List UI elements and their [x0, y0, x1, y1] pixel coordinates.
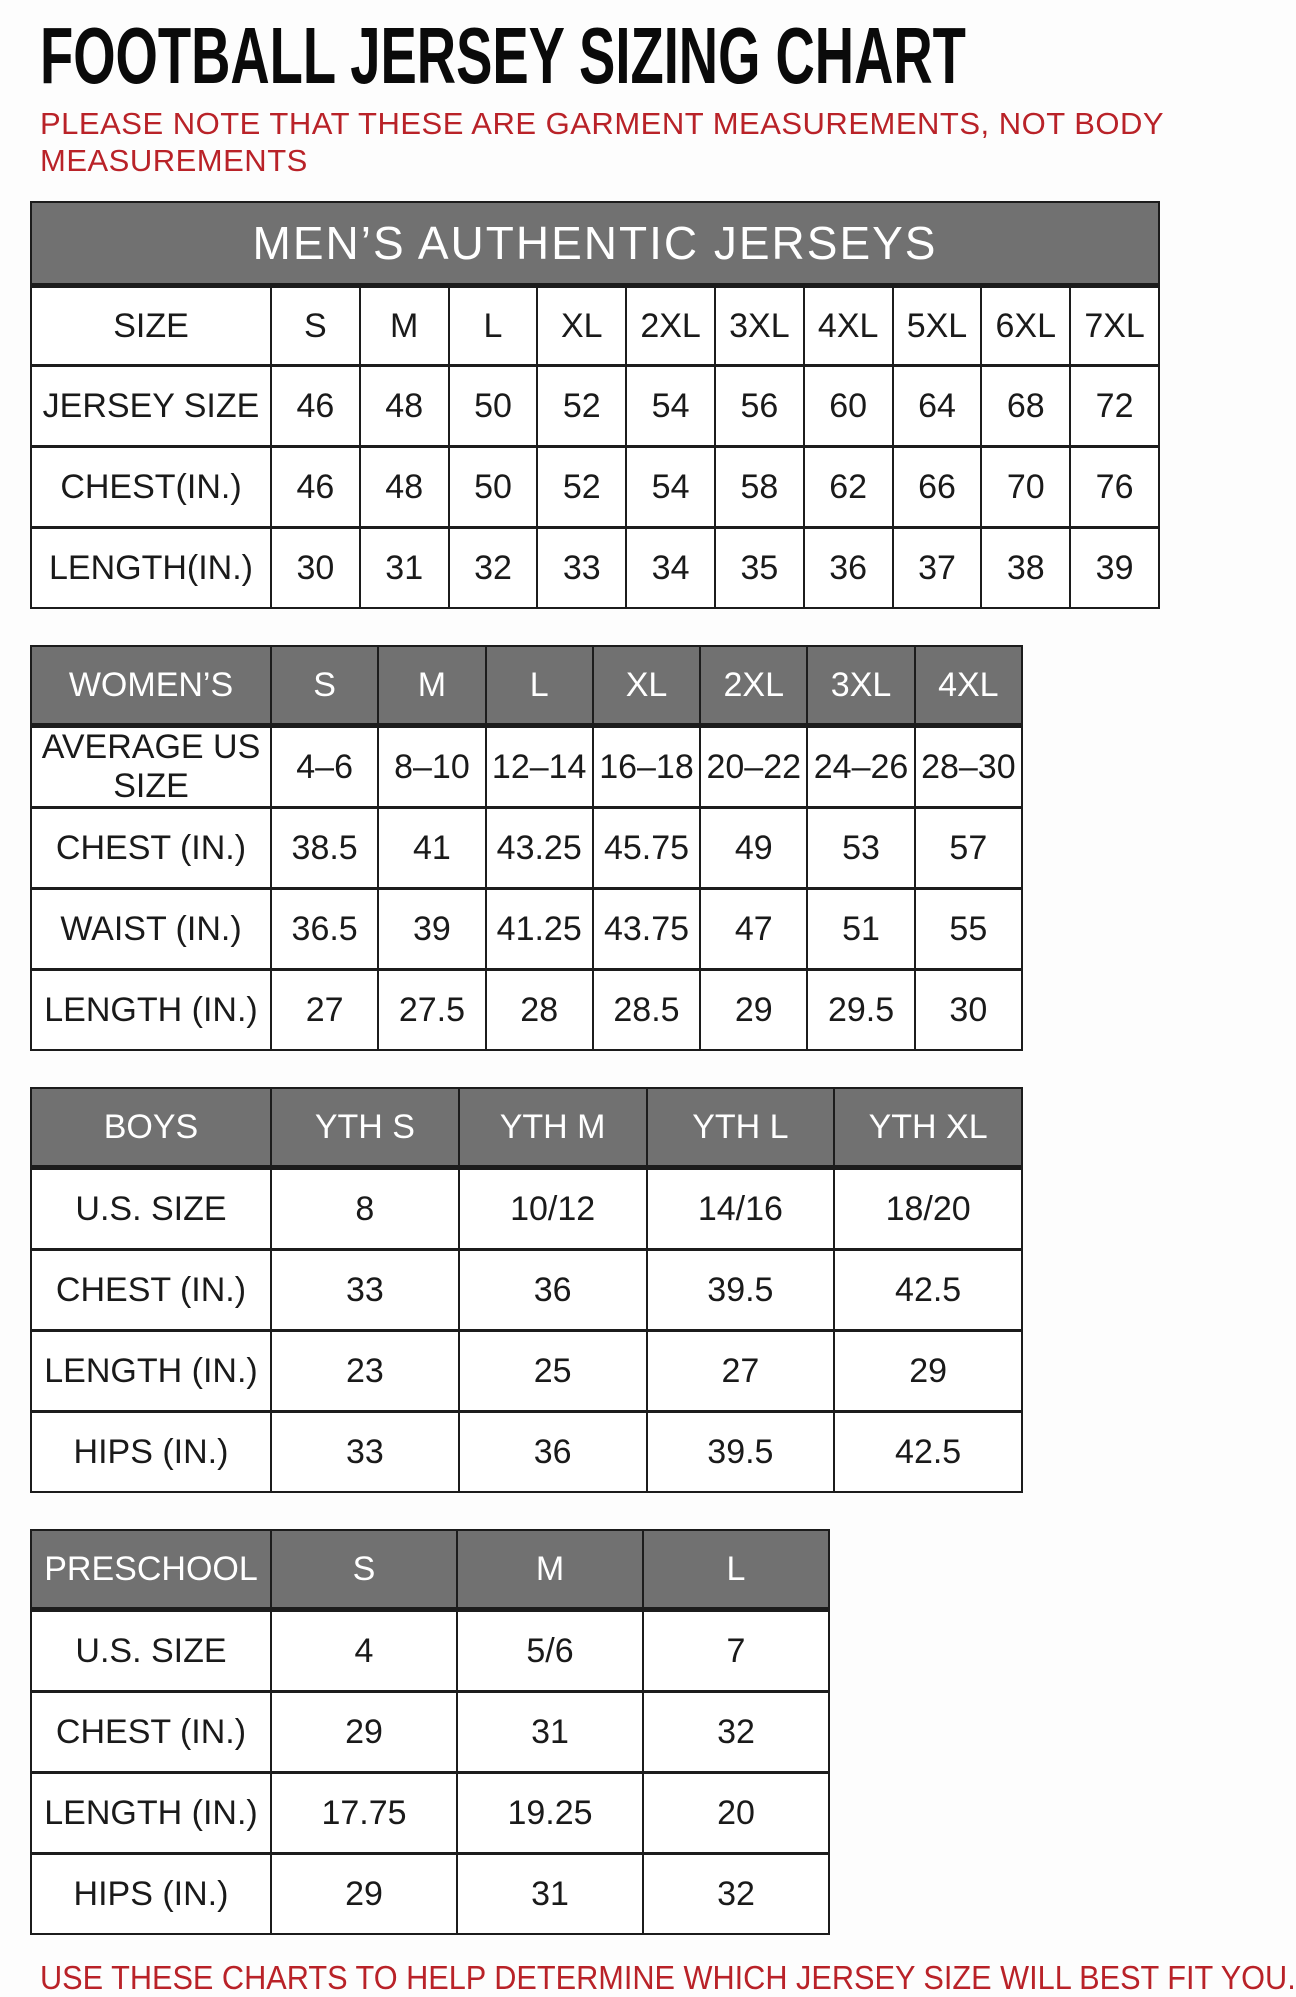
boys-size-value-cell: 33: [271, 1412, 459, 1493]
mens-header-size-cell: M: [360, 286, 449, 366]
mens-table-banner: MEN’S AUTHENTIC JERSEYS: [31, 202, 1159, 286]
womens-row-label-cell: LENGTH (IN.): [31, 970, 271, 1051]
mens-size-value-cell: 50: [449, 447, 538, 528]
page-title: FOOTBALL JERSEY SIZING CHART: [40, 11, 966, 100]
mens-size-value-cell: 36: [804, 528, 893, 609]
womens-header-size-cell: 2XL: [700, 646, 807, 726]
mens-size-table: [30, 201, 1160, 609]
mens-row-label-cell: CHEST(IN.): [31, 447, 271, 528]
boys-size-value-cell: 36: [459, 1412, 647, 1493]
mens-header-size-cell: 5XL: [893, 286, 982, 366]
mens-size-value-cell: 50: [449, 366, 538, 447]
mens-header-label: SIZE: [31, 286, 271, 366]
mens-size-value-cell: 35: [715, 528, 804, 609]
womens-size-table: [30, 645, 1023, 1051]
womens-header-size-cell: S: [271, 646, 378, 726]
womens-size-value-cell: 51: [807, 889, 914, 970]
womens-size-value-cell: 12–14: [486, 726, 593, 808]
womens-size-value-cell: 30: [915, 970, 1022, 1051]
mens-header-size-cell: 6XL: [981, 286, 1070, 366]
mens-size-value-cell: 52: [537, 447, 626, 528]
boys-header-size-cell: YTH S: [271, 1088, 459, 1168]
womens-size-value-cell: 45.75: [593, 808, 700, 889]
womens-size-value-cell: 28: [486, 970, 593, 1051]
preschool-size-value-cell: 20: [643, 1773, 829, 1854]
mens-size-value-cell: 68: [981, 366, 1070, 447]
preschool-header-label: PRESCHOOL: [31, 1530, 271, 1610]
womens-size-value-cell: 28.5: [593, 970, 700, 1051]
mens-size-value-cell: 66: [893, 447, 982, 528]
preschool-header-size-cell: S: [271, 1530, 457, 1610]
boys-size-value-cell: 8: [271, 1168, 459, 1250]
preschool-size-value-cell: 5/6: [457, 1610, 643, 1692]
womens-header-size-cell: M: [378, 646, 485, 726]
mens-size-value-cell: 33: [537, 528, 626, 609]
boys-size-value-cell: 36: [459, 1250, 647, 1331]
mens-size-value-cell: 54: [626, 366, 715, 447]
boys-header-size-cell: YTH XL: [834, 1088, 1022, 1168]
womens-size-value-cell: 41: [378, 808, 485, 889]
preschool-row-label-cell: U.S. SIZE: [31, 1610, 271, 1692]
womens-size-value-cell: 38.5: [271, 808, 378, 889]
mens-size-value-cell: 64: [893, 366, 982, 447]
mens-header-size-cell: S: [271, 286, 360, 366]
boys-size-value-cell: 14/16: [647, 1168, 835, 1250]
footer-note: USE THESE CHARTS TO HELP DETERMINE WHICH JERSEY SIZE WILL BEST FIT YOU.: [40, 1959, 1296, 1997]
preschool-size-value-cell: 32: [643, 1692, 829, 1773]
mens-header-size-cell: 7XL: [1070, 286, 1159, 366]
preschool-size-value-cell: 31: [457, 1692, 643, 1773]
womens-size-value-cell: 49: [700, 808, 807, 889]
womens-header-size-cell: 4XL: [915, 646, 1022, 726]
mens-size-value-cell: 38: [981, 528, 1070, 609]
womens-size-value-cell: 41.25: [486, 889, 593, 970]
preschool-size-value-cell: 29: [271, 1692, 457, 1773]
boys-row-label-cell: CHEST (IN.): [31, 1250, 271, 1331]
preschool-size-value-cell: 29: [271, 1854, 457, 1935]
mens-size-value-cell: 37: [893, 528, 982, 609]
boys-size-value-cell: 39.5: [647, 1412, 835, 1493]
mens-size-value-cell: 31: [360, 528, 449, 609]
preschool-row-label-cell: LENGTH (IN.): [31, 1773, 271, 1854]
womens-size-value-cell: 53: [807, 808, 914, 889]
womens-size-value-cell: 16–18: [593, 726, 700, 808]
boys-size-value-cell: 42.5: [834, 1250, 1022, 1331]
womens-size-value-cell: 36.5: [271, 889, 378, 970]
mens-header-size-cell: XL: [537, 286, 626, 366]
mens-header-size-cell: L: [449, 286, 538, 366]
womens-size-value-cell: 28–30: [915, 726, 1022, 808]
preschool-size-value-cell: 4: [271, 1610, 457, 1692]
womens-size-value-cell: 29: [700, 970, 807, 1051]
womens-size-value-cell: 43.25: [486, 808, 593, 889]
preschool-header-size-cell: M: [457, 1530, 643, 1610]
boys-header-size-cell: YTH L: [647, 1088, 835, 1168]
mens-size-value-cell: 62: [804, 447, 893, 528]
boys-row-label-cell: U.S. SIZE: [31, 1168, 271, 1250]
mens-size-value-cell: 46: [271, 447, 360, 528]
boys-size-value-cell: 25: [459, 1331, 647, 1412]
mens-size-value-cell: 48: [360, 366, 449, 447]
womens-size-value-cell: 20–22: [700, 726, 807, 808]
boys-header-label: BOYS: [31, 1088, 271, 1168]
mens-size-value-cell: 32: [449, 528, 538, 609]
womens-size-value-cell: 39: [378, 889, 485, 970]
mens-size-value-cell: 34: [626, 528, 715, 609]
mens-size-value-cell: 48: [360, 447, 449, 528]
mens-header-size-cell: 2XL: [626, 286, 715, 366]
mens-size-value-cell: 70: [981, 447, 1070, 528]
mens-row-label-cell: LENGTH(IN.): [31, 528, 271, 609]
boys-size-value-cell: 27: [647, 1331, 835, 1412]
womens-size-value-cell: 4–6: [271, 726, 378, 808]
mens-size-value-cell: 60: [804, 366, 893, 447]
womens-size-value-cell: 57: [915, 808, 1022, 889]
boys-row-label-cell: LENGTH (IN.): [31, 1331, 271, 1412]
womens-row-label-cell: AVERAGE US SIZE: [31, 726, 271, 808]
womens-size-value-cell: 47: [700, 889, 807, 970]
womens-size-value-cell: 29.5: [807, 970, 914, 1051]
mens-size-value-cell: 76: [1070, 447, 1159, 528]
boys-size-value-cell: 23: [271, 1331, 459, 1412]
preschool-size-table: [30, 1529, 830, 1935]
womens-size-value-cell: 27: [271, 970, 378, 1051]
womens-size-value-cell: 8–10: [378, 726, 485, 808]
womens-header-size-cell: L: [486, 646, 593, 726]
womens-row-label-cell: WAIST (IN.): [31, 889, 271, 970]
garment-measurements-note: PLEASE NOTE THAT THESE ARE GARMENT MEASUREMENTS, NOT BODY MEASUREMENTS: [40, 106, 1164, 178]
boys-size-value-cell: 33: [271, 1250, 459, 1331]
mens-size-value-cell: 30: [271, 528, 360, 609]
size-tables-container: [0, 201, 1200, 1935]
preschool-size-value-cell: 32: [643, 1854, 829, 1935]
womens-row-label-cell: CHEST (IN.): [31, 808, 271, 889]
preschool-header-size-cell: L: [643, 1530, 829, 1610]
preschool-size-value-cell: 7: [643, 1610, 829, 1692]
preschool-size-value-cell: 19.25: [457, 1773, 643, 1854]
boys-size-table: [30, 1087, 1023, 1493]
boys-size-value-cell: 29: [834, 1331, 1022, 1412]
womens-size-value-cell: 55: [915, 889, 1022, 970]
womens-size-value-cell: 43.75: [593, 889, 700, 970]
mens-size-value-cell: 72: [1070, 366, 1159, 447]
boys-size-value-cell: 42.5: [834, 1412, 1022, 1493]
preschool-size-value-cell: 31: [457, 1854, 643, 1935]
mens-size-value-cell: 46: [271, 366, 360, 447]
mens-size-value-cell: 39: [1070, 528, 1159, 609]
mens-header-size-cell: 4XL: [804, 286, 893, 366]
mens-size-value-cell: 56: [715, 366, 804, 447]
boys-header-size-cell: YTH M: [459, 1088, 647, 1168]
womens-size-value-cell: 24–26: [807, 726, 914, 808]
jersey-sizing-chart-page: [0, 11, 1296, 1997]
boys-size-value-cell: 39.5: [647, 1250, 835, 1331]
mens-size-value-cell: 58: [715, 447, 804, 528]
boys-size-value-cell: 10/12: [459, 1168, 647, 1250]
boys-size-value-cell: 18/20: [834, 1168, 1022, 1250]
womens-header-label: WOMEN’S: [31, 646, 271, 726]
womens-header-size-cell: 3XL: [807, 646, 914, 726]
mens-size-value-cell: 54: [626, 447, 715, 528]
womens-size-value-cell: 27.5: [378, 970, 485, 1051]
mens-row-label-cell: JERSEY SIZE: [31, 366, 271, 447]
preschool-row-label-cell: CHEST (IN.): [31, 1692, 271, 1773]
womens-header-size-cell: XL: [593, 646, 700, 726]
preschool-row-label-cell: HIPS (IN.): [31, 1854, 271, 1935]
mens-header-size-cell: 3XL: [715, 286, 804, 366]
boys-row-label-cell: HIPS (IN.): [31, 1412, 271, 1493]
mens-size-value-cell: 52: [537, 366, 626, 447]
preschool-size-value-cell: 17.75: [271, 1773, 457, 1854]
